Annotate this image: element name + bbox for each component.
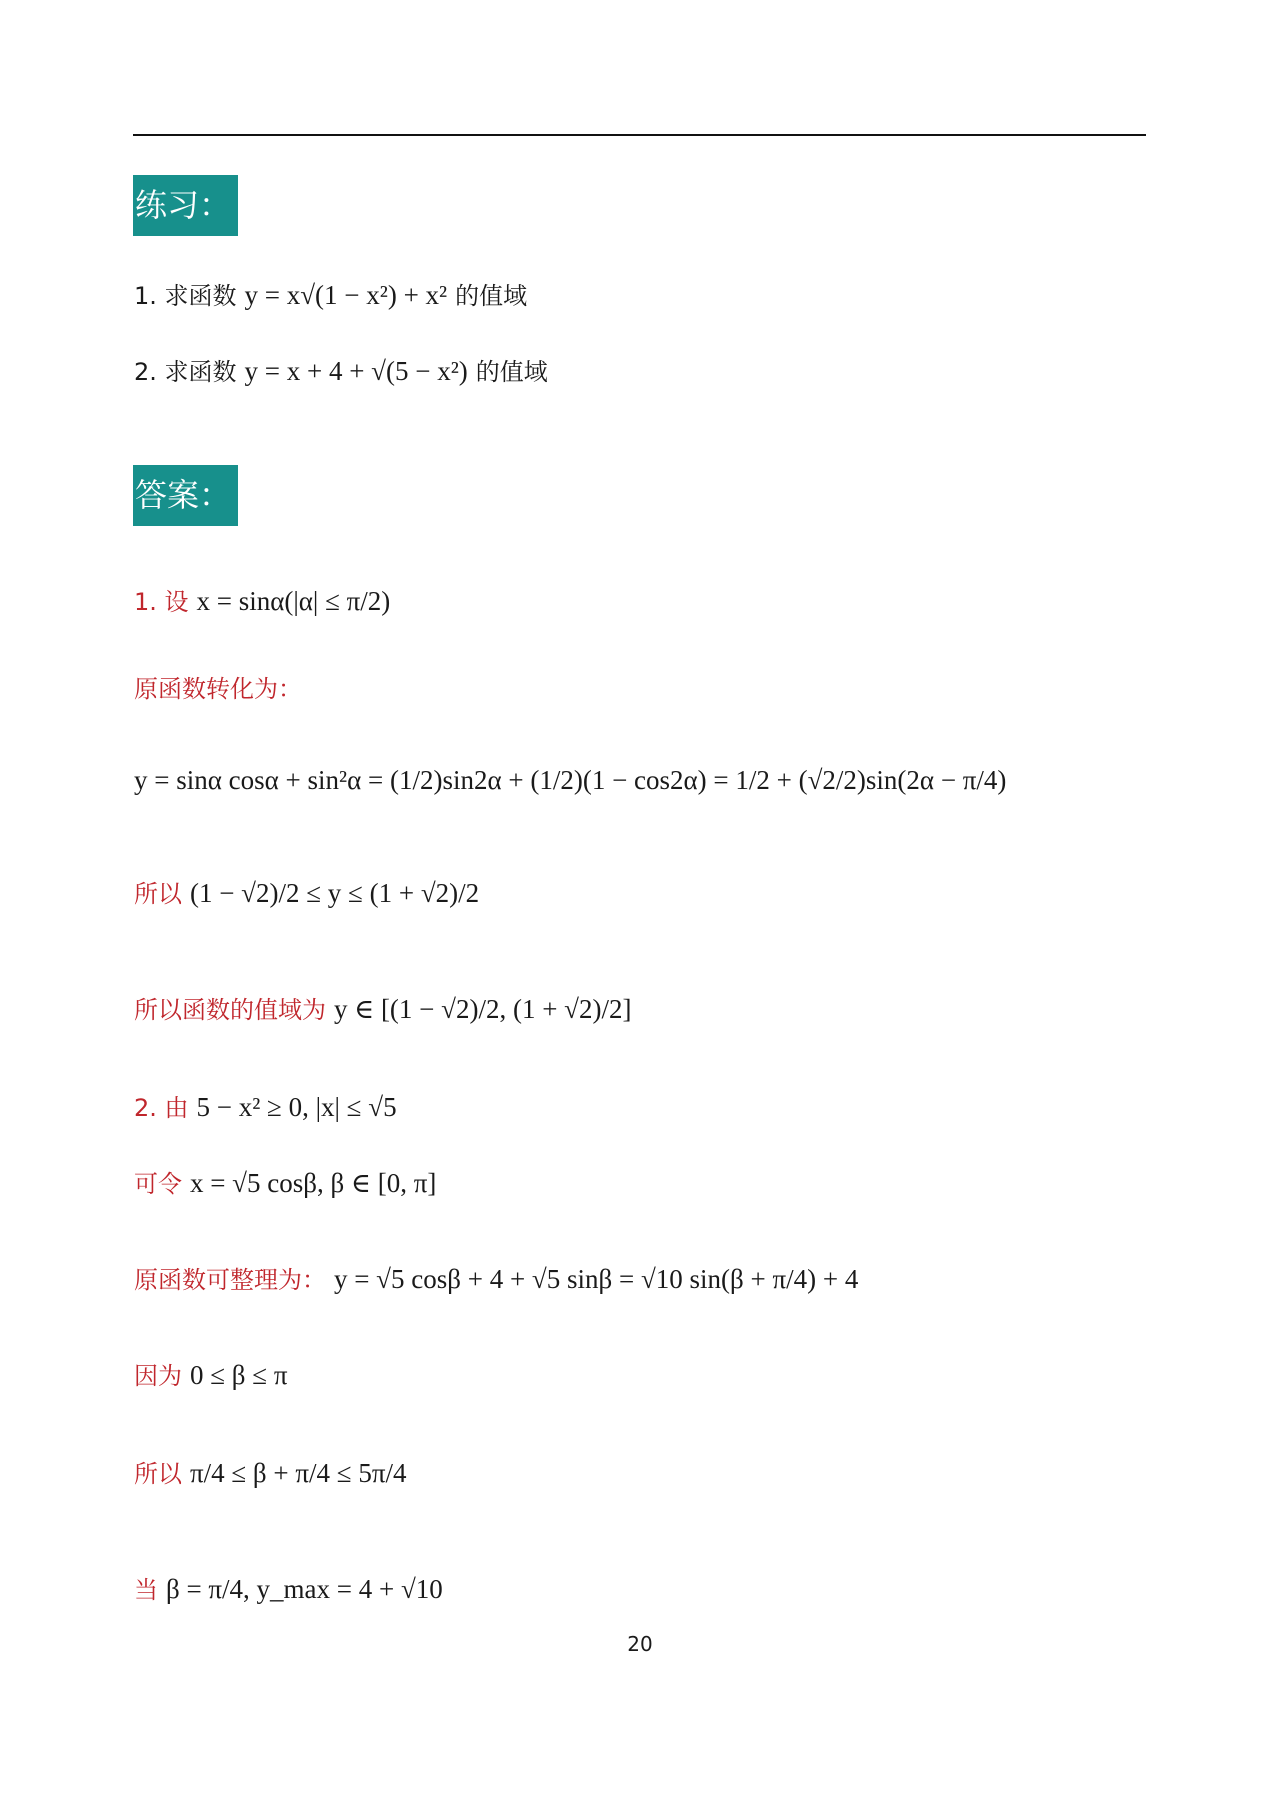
answer-formula: π/4 ≤ β + π/4 ≤ 5π/4 [189, 1458, 407, 1488]
answer-line [134, 676, 302, 701]
answer-label: 1. 设 [134, 588, 189, 616]
answer-line [134, 588, 390, 615]
answer-line [134, 1362, 287, 1389]
answer-label: 所以函数的值域为 [134, 996, 326, 1024]
answer-formula: β = π/4, y_max = 4 + √10 [165, 1574, 443, 1604]
answer-line [134, 1170, 436, 1197]
answer-formula: (1 − √2)/2 ≤ y ≤ (1 + √2)/2 [189, 878, 480, 908]
answer-line [134, 996, 631, 1023]
answer-line [134, 880, 479, 907]
exercise-1-prefix: 1. 求函数 [134, 282, 237, 310]
answer-formula: y = sinα cosα + sin²α = (1/2)sin2α + (1/2)(1 − cos2α) = 1/2 + (√2/2)sin(2α − π/4) [134, 765, 1007, 795]
answer-formula: y ∈ [(1 − √2)/2, (1 + √2)/2] [333, 994, 632, 1024]
answer-formula: 5 − x² ≥ 0, |x| ≤ √5 [196, 1092, 397, 1122]
answer-label: 所以 [134, 880, 182, 908]
answer-line [134, 1460, 406, 1487]
exercise-1-formula: y = x√(1 − x²) + x² [244, 280, 448, 310]
answer-label: 当 [134, 1576, 158, 1604]
exercise-heading: 练习： [133, 175, 238, 236]
answer-label: 因为 [134, 1362, 182, 1390]
answer-formula: x = √5 cosβ, β ∈ [0, π] [189, 1168, 437, 1198]
answer-label: 所以 [134, 1460, 182, 1488]
header-rule [133, 134, 1146, 136]
answer-formula: 0 ≤ β ≤ π [189, 1360, 288, 1390]
exercise-2-prefix: 2. 求函数 [134, 358, 237, 386]
answer-line [134, 767, 1006, 794]
answer-heading: 答案： [133, 465, 238, 526]
answer-line [134, 1266, 858, 1293]
exercise-1 [134, 282, 527, 309]
answer-label: 原函数转化为： [134, 675, 302, 703]
answer-line [134, 1094, 397, 1121]
exercise-2-formula: y = x + 4 + √(5 − x²) [244, 356, 468, 386]
exercise-2 [134, 358, 548, 385]
answer-label: 2. 由 [134, 1094, 189, 1122]
answer-label: 可令 [134, 1170, 182, 1198]
page-number: 20 [627, 1632, 653, 1656]
answer-formula: x = sinα(|α| ≤ π/2) [196, 586, 391, 616]
answer-line [134, 1576, 443, 1603]
answer-formula: y = √5 cosβ + 4 + √5 sinβ = √10 sin(β + π/4) + 4 [333, 1264, 859, 1294]
exercise-2-suffix: 的值域 [475, 358, 548, 386]
answer-label: 原函数可整理为： [134, 1266, 326, 1294]
exercise-1-suffix: 的值域 [455, 282, 528, 310]
